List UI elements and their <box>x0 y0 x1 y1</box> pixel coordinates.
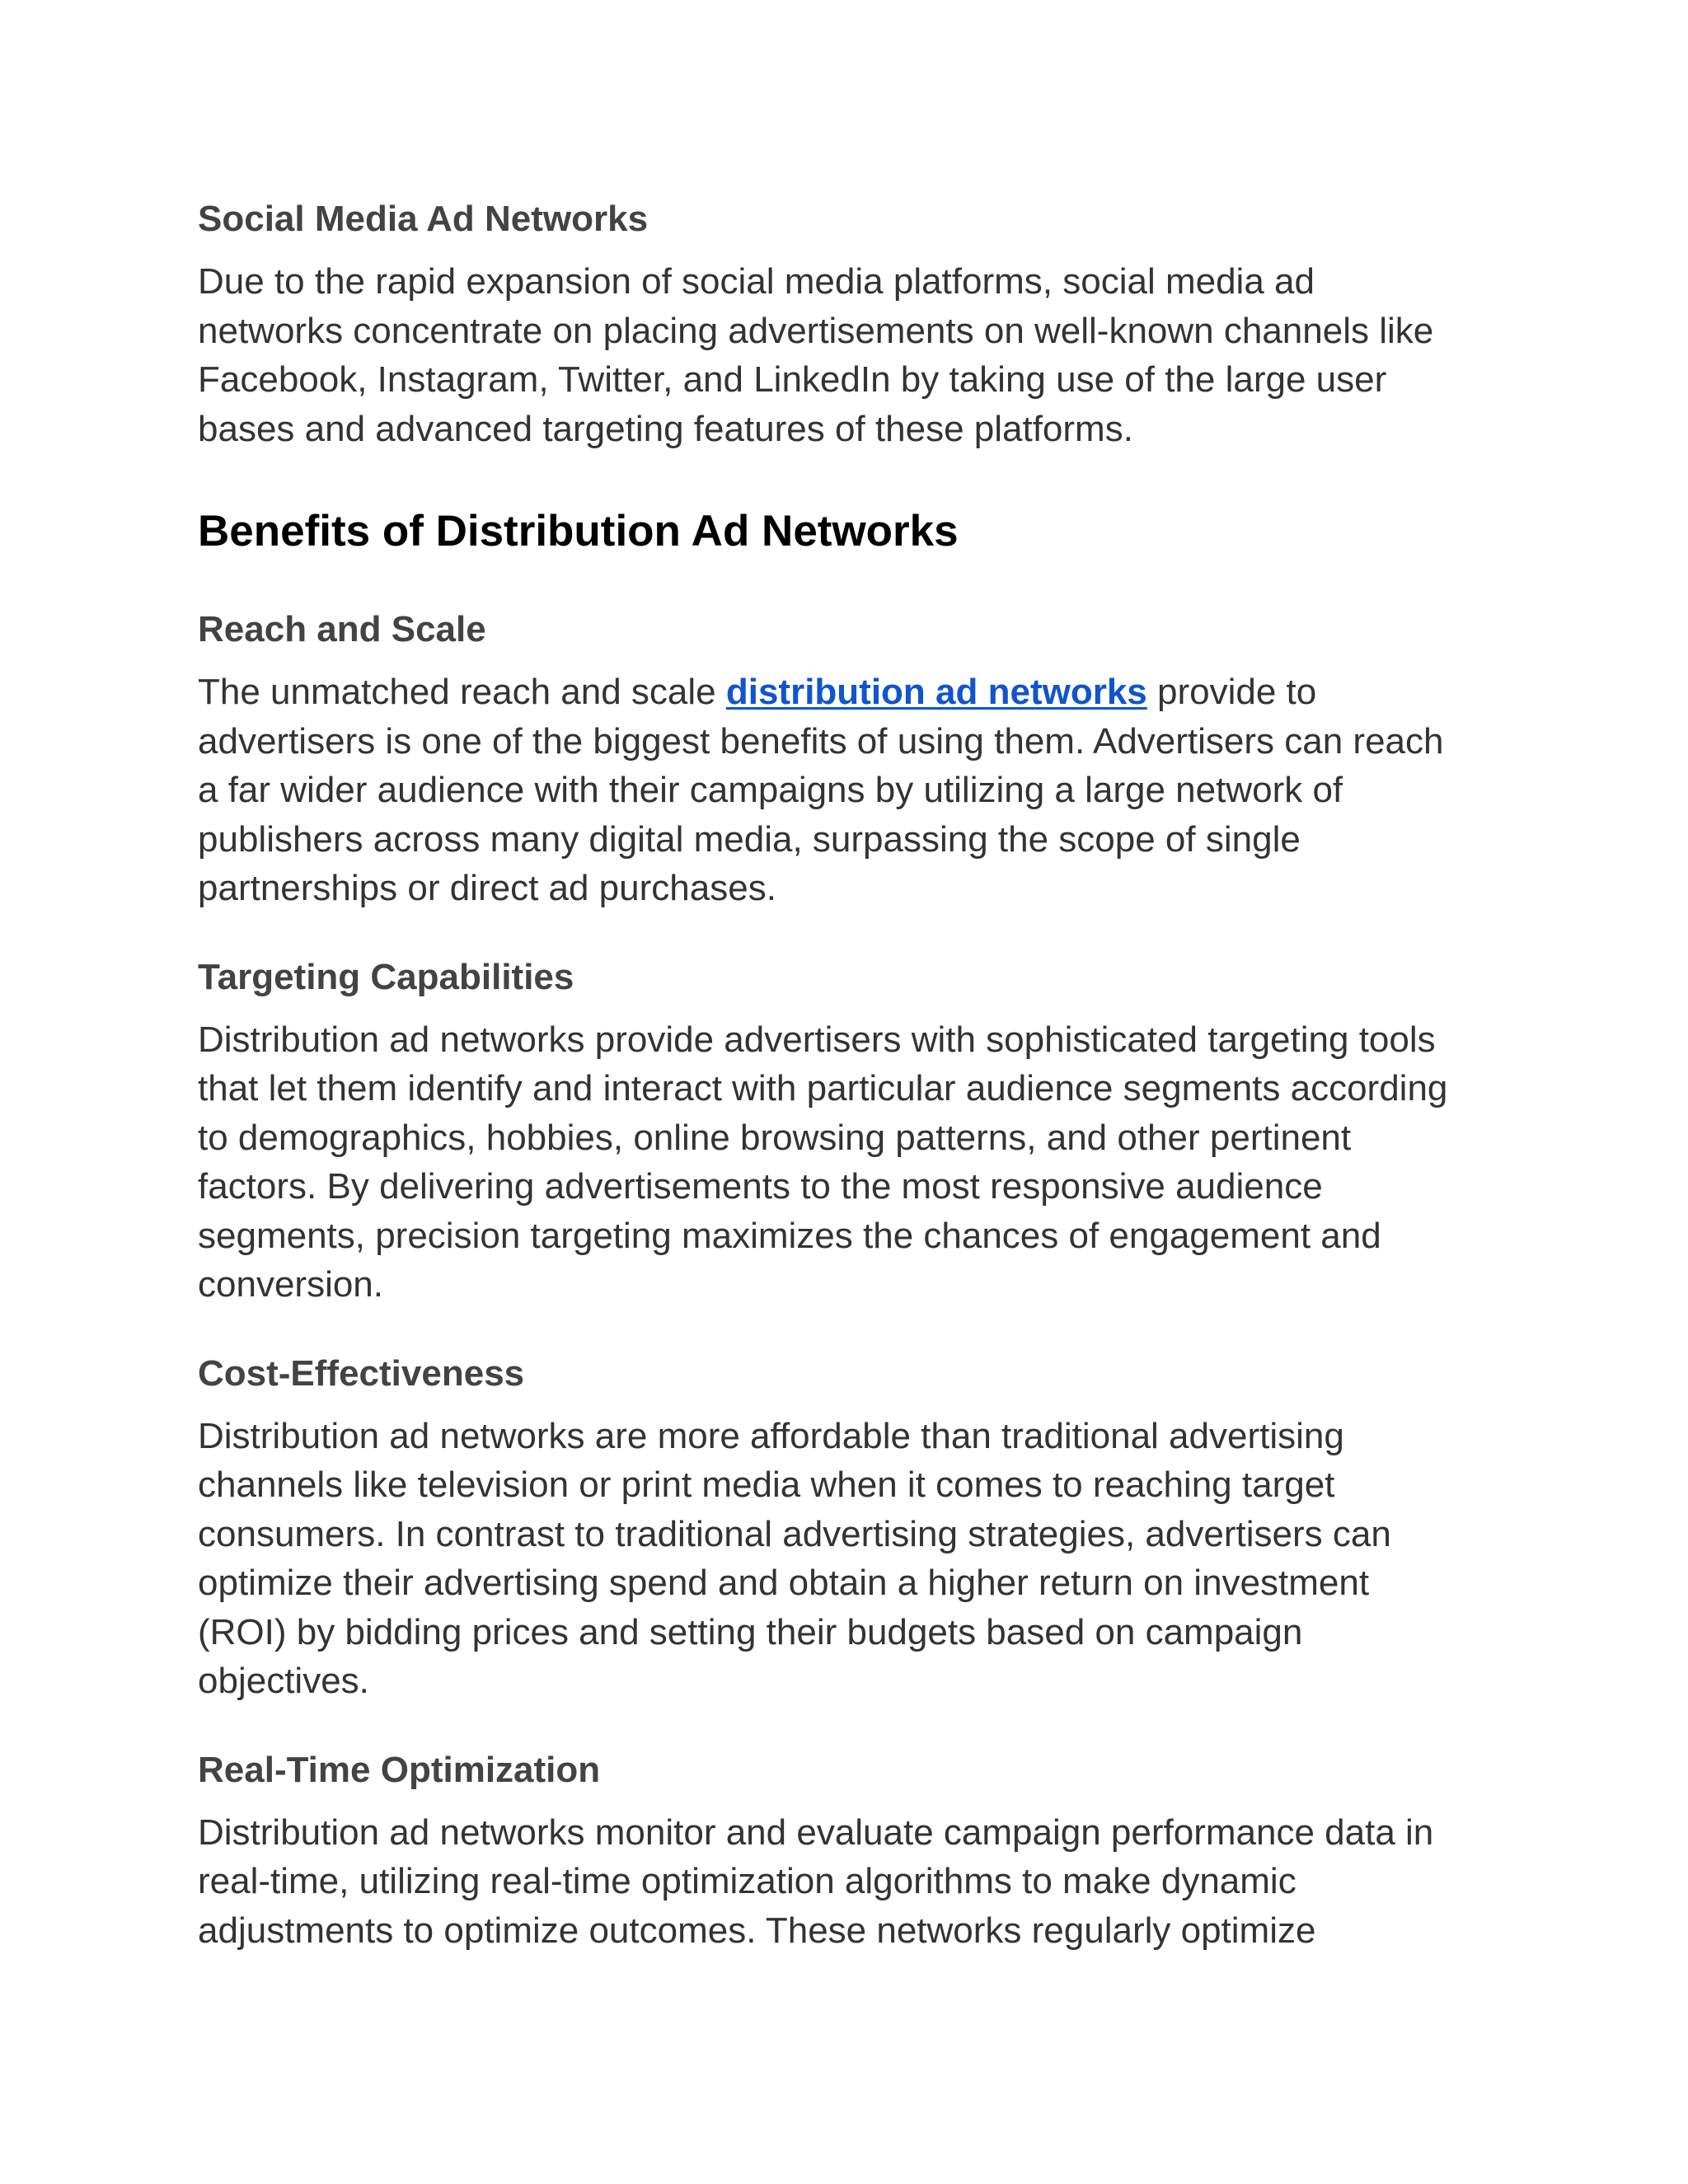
paragraph-reach-and-scale <box>198 668 1500 913</box>
paragraph-line: real-time, utilizing real-time optimization algorithms to make dynamic <box>198 1861 1296 1901</box>
paragraph-line: Distribution ad networks are more affordable than traditional advertising <box>198 1415 1344 1456</box>
paragraph-line: Distribution ad networks provide advertisers with sophisticated targeting tools <box>198 1019 1436 1060</box>
paragraph-line: networks concentrate on placing advertisements on well-known channels like <box>198 310 1434 351</box>
paragraph-line: factors. By delivering advertisements to the most responsive audience <box>198 1166 1323 1207</box>
paragraph-line: conversion. <box>198 1264 384 1305</box>
main-heading-benefits: Benefits of Distribution Ad Networks <box>198 507 959 555</box>
paragraph-line: Distribution ad networks monitor and evaluate campaign performance data in <box>198 1811 1434 1853</box>
paragraph-line: segments, precision targeting maximizes the chances of engagement and <box>198 1215 1381 1256</box>
paragraph-line: to demographics, hobbies, online browsing patterns, and other pertinent <box>198 1117 1352 1158</box>
paragraph-line: publishers across many digital media, surpassing the scope of single <box>198 818 1301 860</box>
paragraph-line: channels like television or print media when it comes to reaching target <box>198 1465 1335 1505</box>
paragraph-line: (ROI) by bidding prices and setting their budgets based on campaign <box>198 1611 1303 1652</box>
text-before-link: The unmatched reach and scale <box>198 672 726 712</box>
distribution-ad-networks-link[interactable]: distribution ad networks <box>725 672 1147 712</box>
paragraph-line: optimize their advertising spend and obtain a higher return on investment <box>198 1563 1370 1603</box>
document-page <box>198 196 1500 1955</box>
section-heading-social-media: Social Media Ad Networks <box>198 199 649 239</box>
paragraph-line: Due to the rapid expansion of social media platforms, social media ad <box>198 261 1315 302</box>
paragraph-line: adjustments to optimize outcomes. These networks regularly optimize <box>198 1910 1316 1951</box>
paragraph-social-media <box>198 257 1500 453</box>
paragraph-line: bases and advanced targeting features of these platforms. <box>198 408 1133 449</box>
paragraph-line: objectives. <box>198 1661 369 1701</box>
paragraph-line: consumers. In contrast to traditional advertising strategies, advertisers can <box>198 1513 1391 1554</box>
paragraph-line: a far wider audience with their campaigns by utilizing a large network of <box>198 770 1343 810</box>
text-after-link: provide to <box>1146 672 1317 712</box>
section-heading-cost-effectiveness: Cost-Effectiveness <box>198 1352 525 1394</box>
paragraph-targeting-capabilities <box>198 1015 1500 1310</box>
paragraph-cost-effectiveness <box>198 1412 1500 1706</box>
paragraph-line: partnerships or direct ad purchases. <box>198 868 776 908</box>
paragraph-line: Facebook, Instagram, Twitter, and LinkedIn by taking use of the large user <box>198 359 1387 400</box>
section-heading-reach-and-scale: Reach and Scale <box>198 609 486 649</box>
section-heading-real-time-optimization: Real-Time Optimization <box>198 1749 601 1790</box>
paragraph-line: advertisers is one of the biggest benefits of using them. Advertisers can reach <box>198 720 1444 762</box>
paragraph-line <box>198 668 1500 717</box>
section-heading-targeting-capabilities: Targeting Capabilities <box>198 956 574 997</box>
paragraph-real-time-optimization <box>198 1808 1500 1956</box>
paragraph-line: that let them identify and interact with particular audience segments according <box>198 1068 1448 1108</box>
